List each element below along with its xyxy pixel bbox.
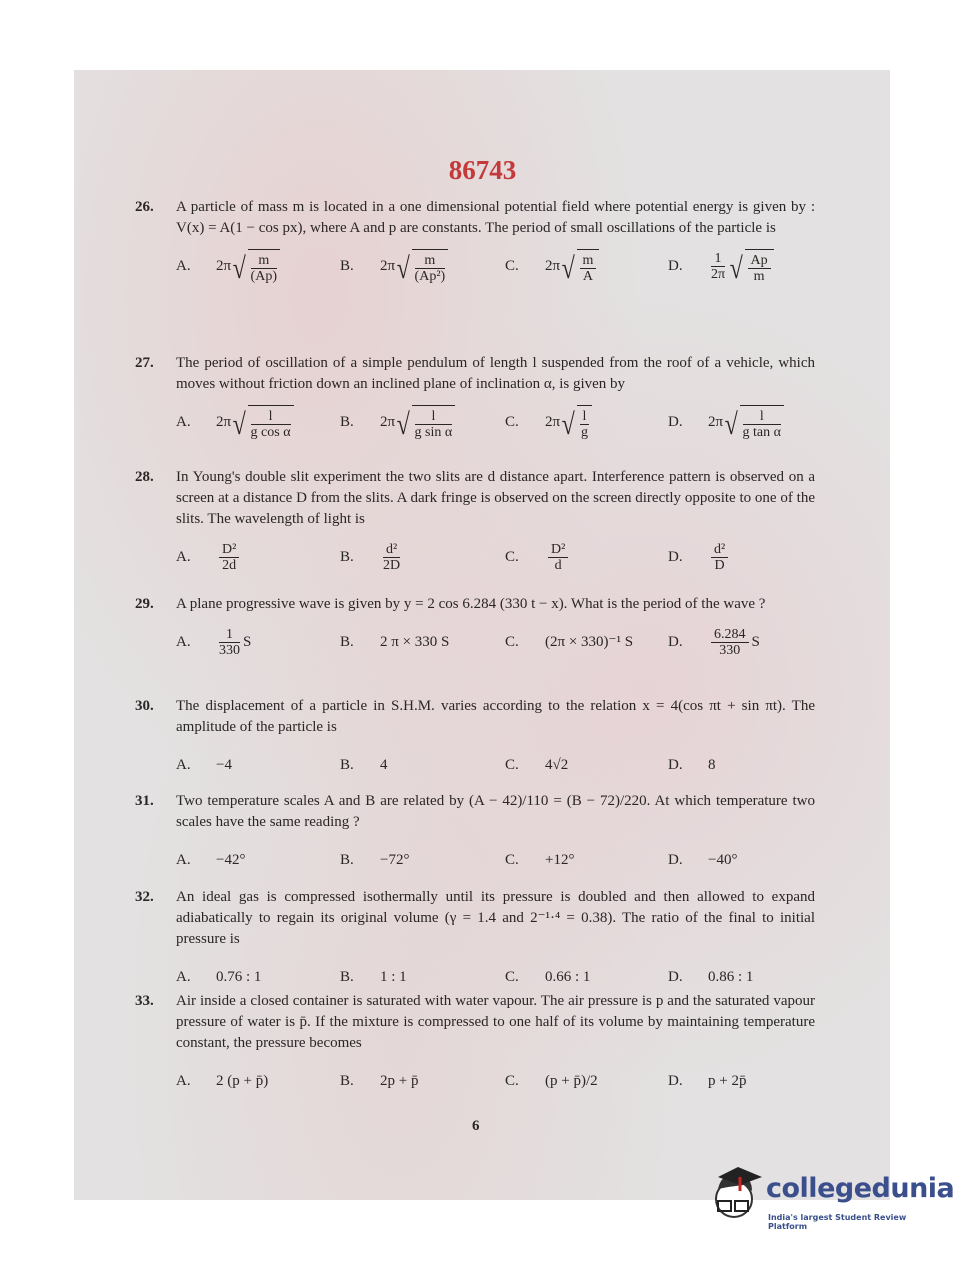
- option-prefix: 2π: [216, 413, 232, 430]
- denominator: 330: [719, 642, 741, 658]
- option-text: −72°: [380, 851, 410, 868]
- option-d: [668, 839, 737, 881]
- option-label: C.: [505, 633, 519, 650]
- option-prefix: 2π: [708, 413, 724, 430]
- numerator: D²: [219, 542, 239, 558]
- options: [176, 839, 815, 881]
- square-root: [560, 249, 599, 284]
- option-c: [505, 744, 568, 786]
- denominator: m: [753, 268, 765, 284]
- options: [176, 401, 815, 443]
- options: [176, 536, 815, 578]
- question-number: 31.: [135, 793, 154, 809]
- option-label: B.: [340, 851, 354, 868]
- fraction: [743, 409, 781, 440]
- option-label: C.: [505, 756, 519, 773]
- option-d: [668, 536, 731, 578]
- option-c: [505, 536, 571, 578]
- square-root: [231, 249, 280, 284]
- question-26: [135, 197, 815, 287]
- option-text: −42°: [216, 851, 246, 868]
- fraction: [219, 542, 239, 573]
- option-text: −40°: [708, 851, 738, 868]
- option-suffix: S: [243, 633, 252, 650]
- square-root: [728, 249, 774, 284]
- option-label: D.: [668, 1072, 683, 1089]
- option-b: [340, 1060, 418, 1102]
- option-label: C.: [505, 257, 519, 274]
- denominator: g: [580, 424, 588, 440]
- square-root: [395, 249, 448, 284]
- denominator: g sin α: [414, 424, 453, 440]
- option-label: D.: [668, 633, 683, 650]
- fraction: [251, 409, 291, 440]
- option-text: (2π × 330)⁻¹ S: [545, 633, 634, 650]
- option-text: 0.76 : 1: [216, 968, 262, 985]
- question-number: 32.: [135, 889, 154, 905]
- option-label: A.: [176, 633, 191, 650]
- option-text: 0.66 : 1: [545, 968, 591, 985]
- option-label: C.: [505, 413, 519, 430]
- denominator: 2π: [711, 266, 726, 282]
- paper-code: 86743: [448, 155, 517, 185]
- option-label: A.: [176, 968, 191, 985]
- option-text: +12°: [545, 851, 575, 868]
- denominator: g cos α: [250, 424, 291, 440]
- radical-icon: √: [561, 407, 575, 441]
- numerator: 1: [219, 627, 240, 643]
- question-text: In Young's double slit experiment the two slits are d distance apart. Interference pattern is observed on a screen at a distance D from the slits. A dark fringe is observed on the screen directly opposite to one of the slits. The wavelength of light is: [176, 469, 815, 527]
- question-text: An ideal gas is compressed isothermally until its pressure is doubled and then allowed to expand adiabatically to regain its original volume (γ = 1.4 and 2⁻¹·⁴ = 0.38). The ratio of the final to initial pressure is: [176, 889, 815, 947]
- fraction: [711, 251, 725, 282]
- question-number: 26.: [135, 199, 154, 215]
- mascot-icon: [708, 1163, 764, 1229]
- radical-icon: √: [724, 407, 738, 441]
- option-label: C.: [505, 548, 519, 565]
- option-prefix: 2π: [216, 257, 232, 274]
- logo-brand: collegedunia: [766, 1173, 955, 1204]
- option-label: C.: [505, 968, 519, 985]
- denominator: g tan α: [742, 424, 781, 440]
- option-text: 4√2: [545, 756, 569, 773]
- question-28: [135, 467, 815, 578]
- radicand: [577, 249, 600, 284]
- options: [176, 744, 815, 786]
- fraction: [748, 253, 771, 284]
- option-label: A.: [176, 1072, 191, 1089]
- option-d: [668, 744, 716, 786]
- option-label: D.: [668, 756, 683, 773]
- option-suffix: S: [751, 633, 760, 650]
- option-text: (p + p̄)/2: [545, 1072, 598, 1089]
- numerator: 1: [711, 251, 725, 267]
- option-text: 0.86 : 1: [708, 968, 754, 985]
- option-b: [340, 401, 455, 443]
- fraction: [548, 542, 568, 573]
- option-d: [668, 621, 760, 663]
- option-label: B.: [340, 413, 354, 430]
- square-root: [231, 405, 293, 440]
- fraction: [711, 542, 728, 573]
- option-text: 2p + p̄: [380, 1072, 419, 1089]
- option-b: [340, 245, 448, 287]
- option-label: B.: [340, 548, 354, 565]
- question-33: [135, 991, 815, 1102]
- option-label: B.: [340, 756, 354, 773]
- numerator: d²: [383, 542, 400, 558]
- radical-icon: √: [561, 251, 575, 285]
- options: [176, 245, 815, 287]
- question-30: [135, 696, 815, 786]
- numerator: m: [251, 253, 277, 269]
- fraction: [415, 409, 453, 440]
- option-label: A.: [176, 756, 191, 773]
- option-prefix: 2π: [545, 413, 561, 430]
- option-label: B.: [340, 968, 354, 985]
- question-27: [135, 353, 815, 443]
- fraction: [219, 627, 240, 658]
- question-text: A particle of mass m is located in a one dimensional potential field where potential energy is given by : V(x) = A(1 − cos px), where A and p are constants. The period of small oscillations of the particle is: [176, 199, 815, 236]
- denominator: d: [554, 557, 562, 573]
- option-c: [505, 401, 592, 443]
- numerator: m: [580, 253, 597, 269]
- denominator: A: [582, 268, 594, 284]
- radicand: [412, 249, 449, 284]
- option-prefix: 2π: [380, 257, 396, 274]
- option-a: [176, 401, 294, 443]
- numerator: l: [415, 409, 453, 425]
- option-label: B.: [340, 257, 354, 274]
- option-text: −4: [216, 756, 232, 773]
- option-b: [340, 621, 449, 663]
- option-label: C.: [505, 851, 519, 868]
- radical-icon: √: [729, 251, 743, 285]
- option-a: [176, 1060, 268, 1102]
- square-root: [395, 405, 455, 440]
- question-number: 29.: [135, 596, 154, 612]
- question-29: [135, 594, 815, 663]
- option-prefix: 2π: [380, 413, 396, 430]
- options: [176, 621, 815, 663]
- option-d: [668, 401, 784, 443]
- numerator: Ap: [748, 253, 771, 269]
- fraction: [711, 627, 749, 658]
- option-text: 4: [380, 756, 388, 773]
- option-a: [176, 839, 245, 881]
- option-text: 1 : 1: [380, 968, 407, 985]
- square-root: [723, 405, 784, 440]
- option-label: C.: [505, 1072, 519, 1089]
- option-label: A.: [176, 548, 191, 565]
- option-prefix: 2π: [545, 257, 561, 274]
- radicand: [740, 405, 784, 440]
- numerator: 6.284: [711, 627, 749, 643]
- option-b: [340, 839, 409, 881]
- options: [176, 1060, 815, 1102]
- fraction: [415, 253, 446, 284]
- option-label: A.: [176, 257, 191, 274]
- option-label: D.: [668, 968, 683, 985]
- numerator: D²: [548, 542, 568, 558]
- option-label: A.: [176, 413, 191, 430]
- option-c: [505, 839, 574, 881]
- option-a: [176, 245, 280, 287]
- question-number: 30.: [135, 698, 154, 714]
- option-label: D.: [668, 548, 683, 565]
- option-c: [505, 1060, 598, 1102]
- denominator: (Ap): [250, 268, 277, 284]
- question-text: A plane progressive wave is given by y = 2 cos 6.284 (330 t − x). What is the period of the wave ?: [176, 596, 766, 612]
- numerator: m: [415, 253, 446, 269]
- question-number: 27.: [135, 355, 154, 371]
- fraction: [251, 253, 277, 284]
- option-text: p + 2p̄: [708, 1072, 747, 1089]
- radical-icon: √: [396, 251, 410, 285]
- question-31: [135, 791, 815, 881]
- option-label: D.: [668, 257, 683, 274]
- square-root: [560, 405, 592, 440]
- question-number: 33.: [135, 993, 154, 1009]
- option-a: [176, 744, 232, 786]
- option-label: A.: [176, 851, 191, 868]
- radicand: [248, 249, 280, 284]
- option-label: B.: [340, 1072, 354, 1089]
- option-label: D.: [668, 851, 683, 868]
- numerator: l: [580, 409, 590, 425]
- radical-icon: √: [232, 251, 246, 285]
- question-number: 28.: [135, 469, 154, 485]
- question-32: [135, 887, 815, 998]
- option-label: D.: [668, 413, 683, 430]
- denominator: D: [714, 557, 725, 573]
- radicand: [248, 405, 294, 440]
- option-a: [176, 621, 251, 663]
- option-d: [668, 1060, 746, 1102]
- option-c: [505, 245, 599, 287]
- denominator: 330: [219, 642, 240, 658]
- option-text: 2 π × 330 S: [380, 633, 450, 650]
- option-b: [340, 536, 403, 578]
- radicand: [577, 405, 593, 440]
- question-text: Two temperature scales A and B are related by (A − 42)/110 = (B − 72)/220. At which temperature two scales have the same reading ?: [176, 793, 815, 830]
- logo-tagline: India's largest Student Review Platform: [768, 1213, 907, 1231]
- radical-icon: √: [232, 407, 246, 441]
- option-label: B.: [340, 633, 354, 650]
- denominator: 2D: [383, 557, 401, 573]
- option-b: [340, 744, 388, 786]
- radical-icon: √: [396, 407, 410, 441]
- question-text: The displacement of a particle in S.H.M. varies according to the relation x = 4(cos πt + sin πt). The amplitude of the particle is: [176, 698, 815, 735]
- option-text: 2 (p + p̄): [216, 1072, 269, 1089]
- radicand: [412, 405, 456, 440]
- denominator: (Ap²): [414, 268, 446, 284]
- fraction: [580, 409, 590, 440]
- question-text: The period of oscillation of a simple pendulum of length l suspended from the roof of a vehicle, which moves without friction down an inclined plane of inclination α, is given by: [176, 355, 815, 392]
- collegedunia-logo: [708, 1163, 955, 1235]
- denominator: 2d: [222, 557, 237, 573]
- radicand: [745, 249, 774, 284]
- fraction: [383, 542, 400, 573]
- option-d: [668, 245, 774, 287]
- option-a: [176, 536, 242, 578]
- numerator: l: [251, 409, 291, 425]
- option-c: [505, 621, 633, 663]
- numerator: l: [743, 409, 781, 425]
- numerator: d²: [711, 542, 728, 558]
- option-text: 8: [708, 756, 716, 773]
- page-number: 6: [472, 1118, 480, 1134]
- question-text: Air inside a closed container is saturated with water vapour. The air pressure is p and the saturated vapour pressure of water is p̄. If the mixture is compressed to one half of its volume by maintaining temperature constant, the pressure becomes: [176, 993, 815, 1051]
- fraction: [580, 253, 597, 284]
